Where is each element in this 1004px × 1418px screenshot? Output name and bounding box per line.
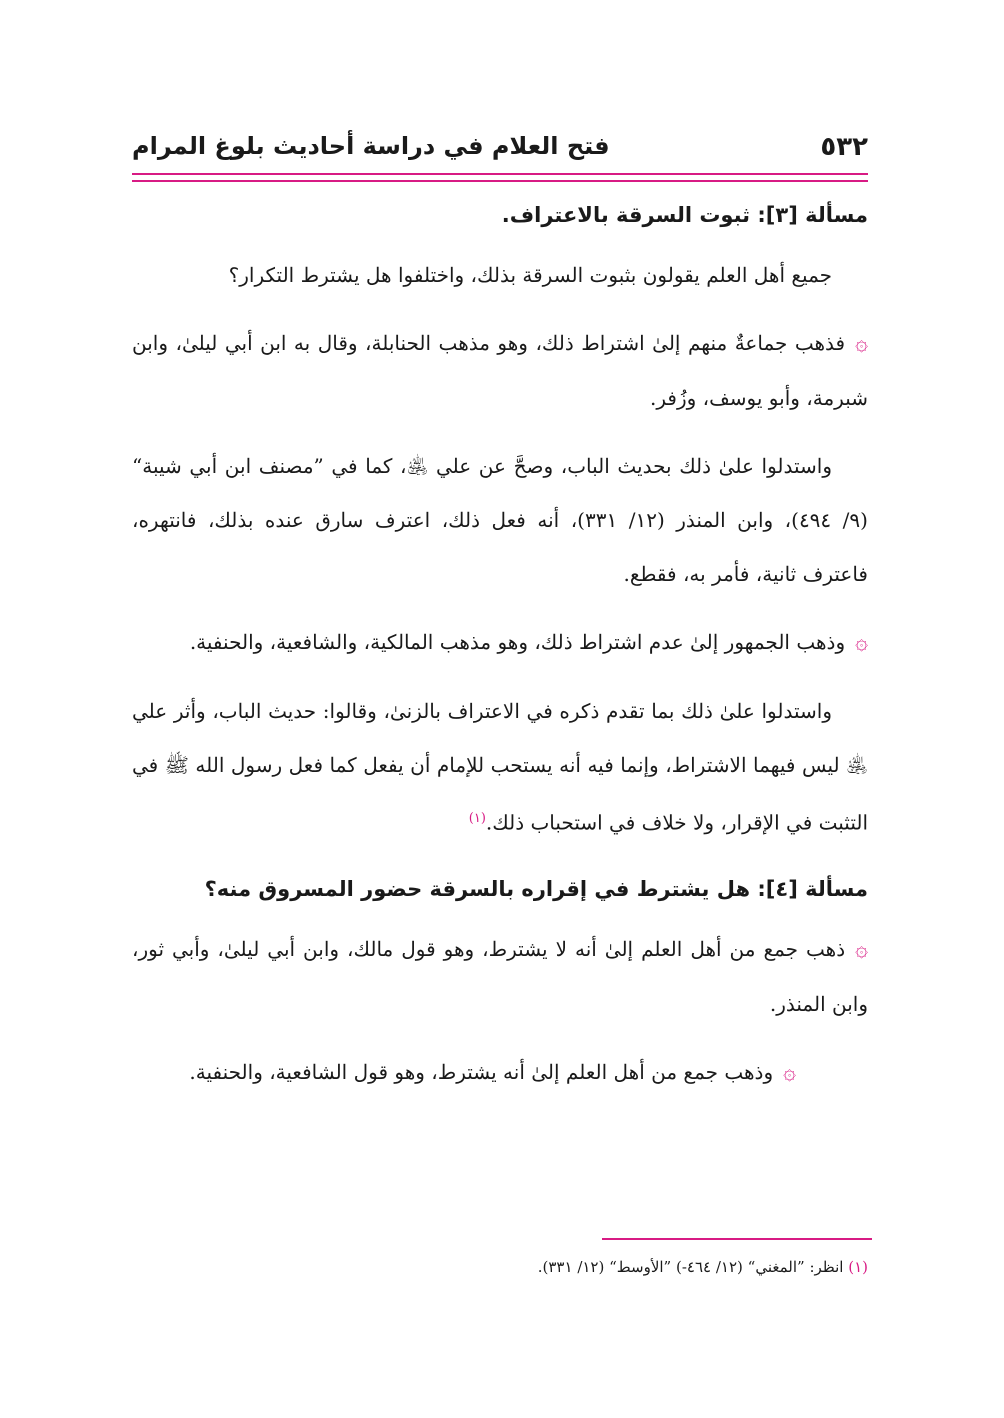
page-number: ٥٣٢ xyxy=(820,132,868,162)
book-title: فتح العلام في دراسة أحاديث بلوغ المرام xyxy=(132,132,610,160)
paragraph-5 xyxy=(132,684,868,850)
issue-4-title: هل يشترط في إقراره بالسرقة حضور المسروق منه؟ xyxy=(204,876,751,901)
issue-3-title: ثبوت السرقة بالاعتراف. xyxy=(501,203,751,227)
paragraph-1: جميع أهل العلم يقولون بثبوت السرقة بذلك، واختلفوا هل يشترط التكرار؟ xyxy=(228,263,832,287)
paragraph-4-text: وذهب الجمهور إلىٰ عدم اشتراط ذلك، وهو مذهب المالكية، والشافعية، والحنفية. xyxy=(189,630,846,654)
paragraph-7-text: وذهب جمع من أهل العلم إلىٰ أنه يشترط، وهو قول الشافعية، والحنفية. xyxy=(189,1059,774,1084)
issue-4-heading xyxy=(132,864,868,914)
footnote xyxy=(132,1252,868,1282)
paragraph-2 xyxy=(132,316,868,425)
footnote-reference[interactable]: (١) xyxy=(468,811,486,826)
issue-3-label: مسألة [٣]: xyxy=(757,203,868,227)
bullet-icon: ۞ xyxy=(855,936,868,962)
paragraph-6 xyxy=(132,922,868,1031)
paragraph-2-text: فذهب جماعةٌ منهم إلىٰ اشتراط ذلك، وهو مذهب الحنابلة، وقال به ابن أبي ليلىٰ، وابن شبرمة، وأبو يوسف، وزُفر. xyxy=(132,331,868,410)
paragraph-6-text: ذهب جمع من أهل العلم إلىٰ أنه لا يشترط، وهو قول مالك، وابن أبي ليلىٰ، وأبي ثور، وابن المنذر. xyxy=(132,936,868,1016)
paragraph-7 xyxy=(132,1045,868,1100)
issue-4-label: مسألة [٤]: xyxy=(757,876,868,901)
header-rule-top xyxy=(132,173,868,175)
footnote-divider xyxy=(602,1238,872,1240)
paragraph-5-text: واستدلوا علىٰ ذلك بما تقدم ذكره في الاعتراف بالزنىٰ، وقالوا: حديث الباب، وأثر علي ﵁ ليس فيهما الاشتراط، وإنما فيه أنه يستحب للإمام أن يفعل كما فعل رسول الله ﷺ في التثبت في الإقرار، ولا خلاف في استحباب ذلك. xyxy=(132,699,868,835)
header-rule-bottom xyxy=(132,180,868,182)
bullet-icon: ۞ xyxy=(855,630,868,655)
page-header xyxy=(132,128,868,168)
bullet-icon: ۞ xyxy=(783,1059,796,1085)
footnote-number: (١) xyxy=(848,1258,868,1276)
paragraph-4 xyxy=(132,615,868,670)
footnote-text: انظر: ”المغني“ (١٢/ ٤٦٤-) ”الأوسط“ (١٢/ ٣٣١). xyxy=(537,1258,844,1276)
page-content xyxy=(132,190,868,1114)
issue-3-heading xyxy=(132,190,868,240)
bullet-icon: ۞ xyxy=(855,331,868,356)
paragraph-3: واستدلوا علىٰ ذلك بحديث الباب، وصحَّ عن علي ﵁، كما في ”مصنف ابن أبي شيبة“ (٩/ ٤٩٤)، وابن المنذر (١٢/ ٣٣١)، أنه فعل ذلك، اعترف سارق عنده بذلك، فانتهره، فاعترف ثانية، فأمر به، فقطع. xyxy=(132,454,868,586)
